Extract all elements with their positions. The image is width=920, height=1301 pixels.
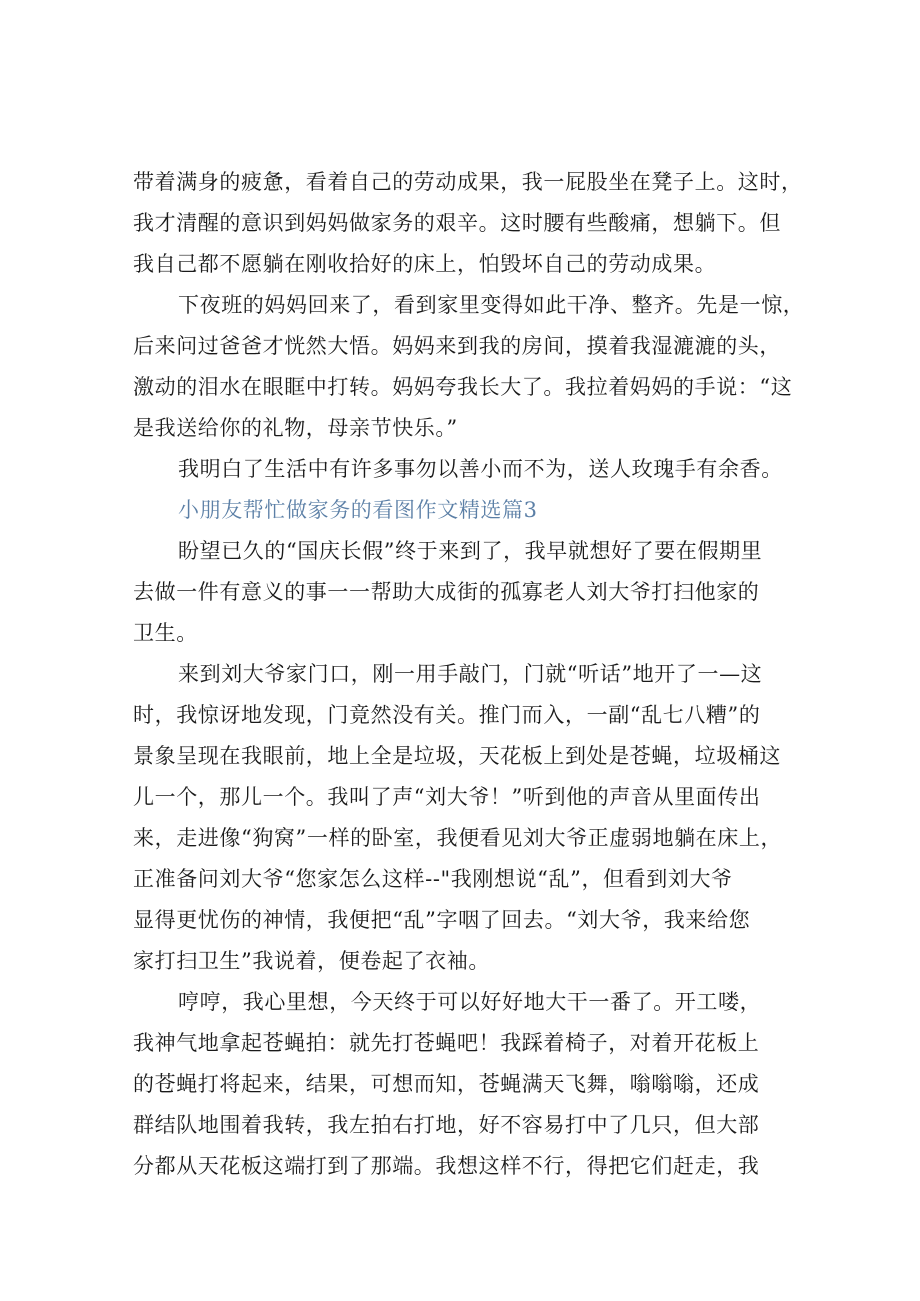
text-line: 的苍蝇打将起来，结果，可想而知，苍蝇满天飞舞，嗡嗡嗡，还成 (133, 1072, 760, 1096)
text-line: 来，走进像“狗窝”一样的卧室，我便看见刘大爷正虚弱地躺在床上， (133, 826, 783, 850)
section-heading: 小朋友帮忙做家务的看图作文精选篇3 (178, 498, 538, 522)
text-line: 儿一个，那儿一个。我叫了声“刘大爷！”听到他的声音从里面传出 (133, 785, 761, 809)
text-line: 我自己都不愿躺在刚收拾好的床上，怕毁坏自己的劳动成果。 (133, 252, 717, 276)
text-line: 我明白了生活中有许多事勿以善小而不为，送人玫瑰手有余香。 (178, 457, 783, 481)
text-line: 带着满身的疲惫，看着自己的劳动成果，我一屁股坐在凳子上。这时， (133, 170, 803, 194)
text-line: 我才清醒的意识到妈妈做家务的艰辛。这时腰有些酸痛，想躺下。但 (133, 211, 781, 235)
text-line: 卫生。 (133, 621, 198, 645)
text-line: 我神气地拿起苍蝇拍：就先打苍蝇吧！我踩着椅子，对着开花板上 (133, 1031, 760, 1055)
text-line: 来到刘大爷家门口，刚一用手敲门，门就“听话”地开了一—这 (178, 662, 763, 686)
text-line: 哼哼，我心里想，今天终于可以好好地大干一番了。开工喽， (178, 990, 762, 1014)
text-line: 景象呈现在我眼前，地上全是垃圾，天花板上到处是苍蝇，垃圾桶这 (133, 744, 781, 768)
text-line: 显得更忧伤的神情，我便把“乱”字咽了回去。“刘大爷，我来给您 (133, 908, 751, 932)
text-line: 群结队地围着我转，我左拍右打地，好不容易打中了几只，但大部 (133, 1113, 760, 1137)
text-line: 下夜班的妈妈回来了，看到家里变得如此干净、整齐。先是一惊， (178, 293, 805, 317)
text-line: 后来问过爸爸才恍然大悟。妈妈来到我的房间，摸着我湿漉漉的头， (133, 334, 781, 358)
text-line: 家打扫卫生”我说着，便卷起了衣袖。 (133, 949, 490, 973)
text-line: 正准备问刘大爷“您家怎么这样--"我刚想说“乱”，但看到刘大爷 (133, 867, 733, 891)
text-line: 时，我惊讶地发现，门竟然没有关。推门而入，一副“乱七八糟”的 (133, 703, 761, 727)
text-line: 激动的泪水在眼眶中打转。妈妈夸我长大了。我拉着妈妈的手说：“这 (133, 375, 793, 399)
text-line: 分都从天花板这端打到了那端。我想这样不行，得把它们赶走，我 (133, 1154, 760, 1178)
text-line: 去做一件有意义的事一一帮助大成街的孤寡老人刘大爷打扫他家的 (133, 580, 760, 604)
text-line: 盼望已久的“国庆长假”终于来到了，我早就想好了要在假期里 (178, 539, 763, 563)
text-line: 是我送给你的礼物，母亲节快乐。” (133, 416, 458, 440)
